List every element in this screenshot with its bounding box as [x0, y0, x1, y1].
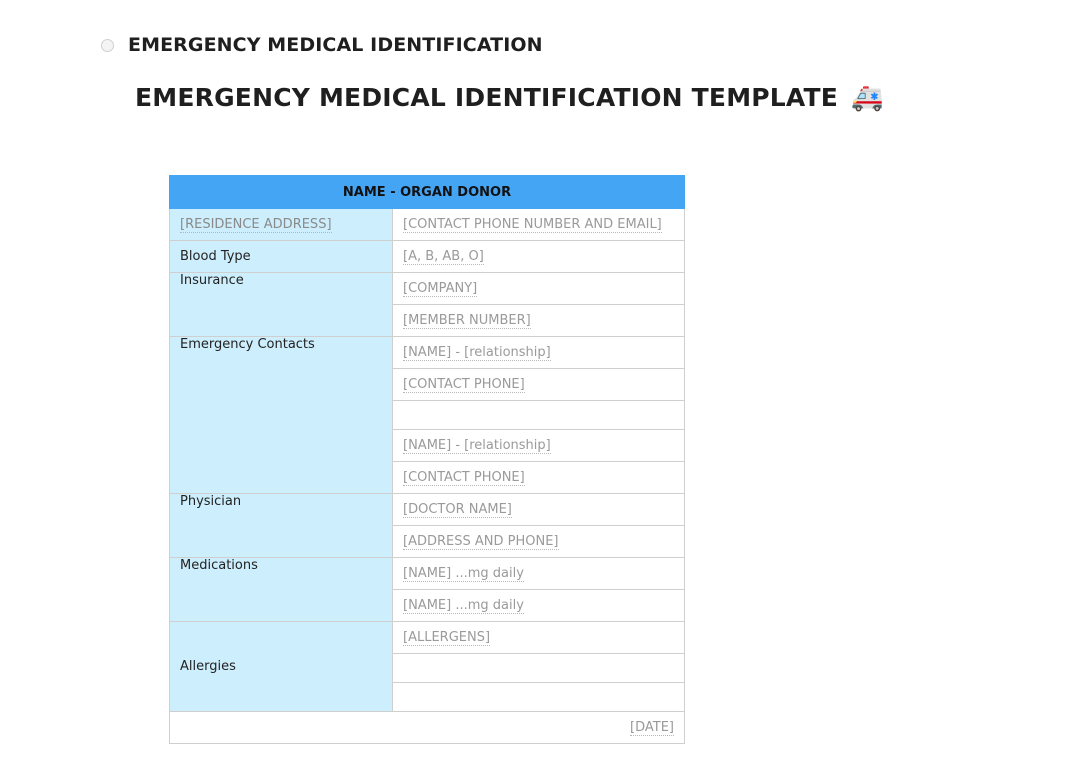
allergies-label: Allergies: [170, 622, 393, 712]
allergens[interactable]: [ALLERGENS]: [403, 630, 491, 645]
physician-label: Physician: [170, 494, 393, 558]
medical-id-table: [169, 175, 685, 744]
contact2-name[interactable]: [NAME] - [relationship]: [403, 438, 551, 453]
contact1-name-cell[interactable]: [393, 337, 685, 369]
member-number[interactable]: [MEMBER NUMBER]: [403, 313, 531, 328]
doctor-address-cell[interactable]: [393, 526, 685, 558]
status-circle-icon[interactable]: [101, 39, 114, 52]
medication2-cell[interactable]: [393, 590, 685, 622]
contact-phone-email[interactable]: [CONTACT PHONE NUMBER AND EMAIL]: [403, 217, 662, 232]
card-heading: NAME - ORGAN DONOR: [170, 176, 685, 209]
contact2-phone-cell[interactable]: [393, 462, 685, 494]
blood-type-label: Blood Type: [170, 241, 393, 273]
medication1-cell[interactable]: [393, 558, 685, 590]
page-title: [135, 83, 884, 113]
medication2[interactable]: [NAME] ...mg daily: [403, 598, 524, 613]
document-title: EMERGENCY MEDICAL IDENTIFICATION: [128, 34, 543, 56]
residence-address[interactable]: [RESIDENCE ADDRESS]: [180, 217, 332, 232]
residence-cell[interactable]: [170, 209, 393, 241]
contact1-phone-cell[interactable]: [393, 369, 685, 401]
page-title-text: EMERGENCY MEDICAL IDENTIFICATION TEMPLATE: [135, 83, 839, 112]
contact2-phone[interactable]: [CONTACT PHONE]: [403, 470, 525, 485]
ambulance-icon: 🚑: [850, 83, 884, 113]
doctor-name-cell[interactable]: [393, 494, 685, 526]
contact-cell[interactable]: [393, 209, 685, 241]
empty-cell[interactable]: [393, 654, 685, 683]
medication1[interactable]: [NAME] ...mg daily: [403, 566, 524, 581]
doctor-name[interactable]: [DOCTOR NAME]: [403, 502, 512, 517]
date-cell[interactable]: [170, 712, 685, 744]
contact1-name[interactable]: [NAME] - [relationship]: [403, 345, 551, 360]
allergens-cell[interactable]: [393, 622, 685, 654]
medications-label: Medications: [170, 558, 393, 622]
contact2-name-cell[interactable]: [393, 430, 685, 462]
contact1-phone[interactable]: [CONTACT PHONE]: [403, 377, 525, 392]
doctor-address-phone[interactable]: [ADDRESS AND PHONE]: [403, 534, 559, 549]
blood-type-value[interactable]: [A, B, AB, O]: [403, 249, 484, 264]
blood-type-cell[interactable]: [393, 241, 685, 273]
date-value[interactable]: [DATE]: [630, 720, 674, 735]
insurance-company-cell[interactable]: [393, 273, 685, 305]
insurance-company[interactable]: [COMPANY]: [403, 281, 478, 296]
document-header: [101, 34, 543, 56]
empty-cell[interactable]: [393, 401, 685, 430]
member-number-cell[interactable]: [393, 305, 685, 337]
insurance-label: Insurance: [170, 273, 393, 337]
emergency-contacts-label: Emergency Contacts: [170, 337, 393, 494]
empty-cell[interactable]: [393, 683, 685, 712]
